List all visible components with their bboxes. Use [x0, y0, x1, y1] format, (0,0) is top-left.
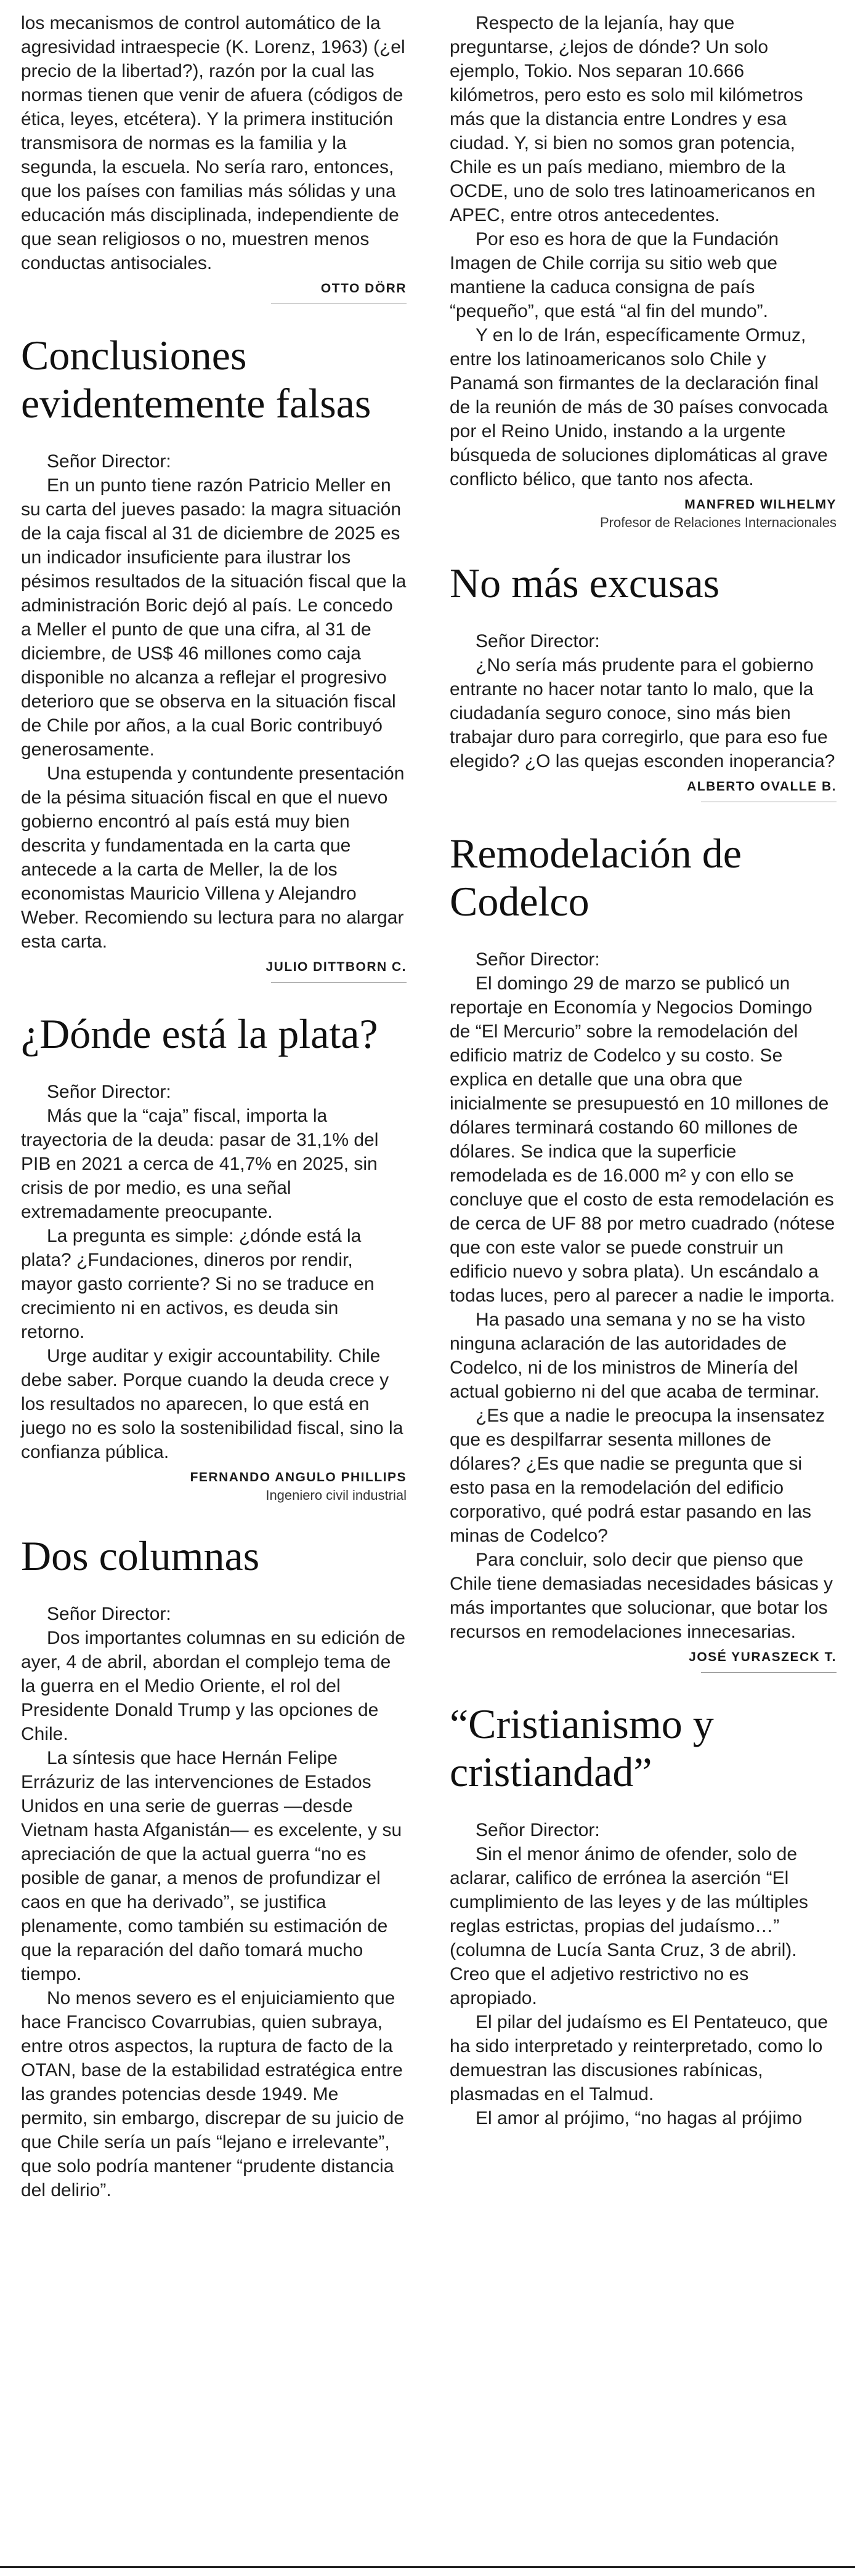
letter-paragraph: Más que la “caja” fiscal, importa la trayectoria de la deuda: pasar de 31,1% del PIB en 2021 a cerca de 41,7% en 2025, sin crisis de por medio, es una señal extremadamente preocupante. [21, 1106, 379, 1222]
letter-dos-columnas [21, 1532, 407, 2202]
letter-paragraph: El amor al prójimo, “no hagas al prójimo [476, 2108, 803, 2128]
letter-paragraph: Sin el menor ánimo de ofender, solo de aclarar, califico de errónea la aserción “El cumplimiento de las leyes y de las múltiples reglas estrictas, propias del judaísmo…” (columna de Lucía Santa Cruz, 3 de abril). Creo que el adjetivo restrictivo no es apropiado. [450, 1844, 808, 2008]
letter-paragraph: No menos severo es el enjuiciamiento que hace Francisco Covarrubias, quien subraya, entre otros aspectos, la ruptura de facto de la OTAN, base de la estabilidad estratégica entre las grandes potencias desde 1949. Me permito, sin embargo, discrepar de su juicio de que Chile sería un país “lejano e irrelevante”, que solo podría mantener “prudente distancia del delirio”. [21, 1988, 404, 2200]
letter-paragraph: Respecto de la lejanía, hay que preguntarse, ¿lejos de dónde? Un solo ejemplo, Tokio. Nos separan 10.666 kilómetros, pero esto es solo mil kilómetros más que la distancia entre Londres y esa ciudad. Y, si bien no somos gran potencia, Chile es un país mediano, miembro de la OCDE, uno de solo tres latinoamericanos en APEC, entre otros antecedentes. [450, 13, 816, 225]
letter-paragraph: ¿No sería más prudente para el gobierno entrante no hacer notar tanto lo malo, que la ciudadanía seguro conoce, sino más bien trabajar duro para corregirlo, que para eso fue elegido? ¿O las quejas esconden inoperancia? [450, 655, 835, 771]
salutation: Señor Director: [476, 949, 600, 970]
letter-conclusiones [21, 331, 407, 983]
letter-signature: FERNANDO ANGULO PHILLIPS [190, 1470, 407, 1484]
letter-paragraph: La pregunta es simple: ¿dónde está la plata? ¿Fundaciones, dineros por rendir, mayor gasto corriente? Si no se traduce en crecimiento ni en activos, es deuda sin retorno. [21, 1226, 375, 1342]
letter-signature: JULIO DITTBORN C. [265, 960, 407, 974]
salutation: Señor Director: [47, 451, 171, 472]
letter-title: “Cristianismo y cristiandad” [450, 1701, 714, 1795]
letter-paragraph: La síntesis que hace Hernán Felipe Errázuriz de las intervenciones de Estados Unidos en una serie de guerras —desde Vietnam hasta Afganistán— es excelente, y su apreciación de que la actual guerra “no es posible de ganar, a menos de profundizar el caos en que ha derivado”, se justifica plenamente, como también su estimación de que la reparación del daño tomará mucho tiempo. [21, 1748, 402, 1984]
signature-title: Ingeniero civil industrial [265, 1487, 407, 1503]
letter-paragraph: Dos importantes columnas en su edición de ayer, 4 de abril, abordan el complejo tema de la guerra en el Medio Oriente, el rol del Presidente Donald Trump y las opciones de Chile. [21, 1628, 405, 1744]
page-bottom-rule [0, 2566, 855, 2568]
salutation: Señor Director: [47, 1604, 171, 1624]
letter-signature: OTTO DÖRR [320, 281, 407, 296]
letter-paragraph: En un punto tiene razón Patricio Meller en su carta del jueves pasado: la magra situación de la caja fiscal al 31 de diciembre de 2025 es un indicador insuficiente para ilustrar los pésimos resultados de la situación fiscal que la administración Boric dejó al país. Le concedo a Meller el punto de que una cifra, al 31 de diciembre, de US$ 46 millones como caja disponible no alcanza a reflejar el progresivo deterioro que se observa en la situación fiscal de Chile por años, a la cual Boric contribuyó generosamente. [21, 475, 407, 760]
letter-title: ¿Dónde está la plata? [21, 1010, 378, 1057]
salutation: Señor Director: [47, 1082, 171, 1102]
letter-continuation-wilhelmy [450, 11, 837, 532]
salutation: Señor Director: [476, 1820, 600, 1840]
letter-paragraph: Y en lo de Irán, específicamente Ormuz, entre los latinoamericanos solo Chile y Panamá son firmantes de la declaración final de la reunión de más de 30 países convocada por el Reino Unido, instando a la urgente búsqueda de soluciones diplomáticas al grave conflicto bélico, que tanto nos afecta. [450, 325, 828, 489]
letter-paragraph: ¿Es que a nadie le preocupa la insensatez que es despilfarrar sesenta millones de dólares? ¿Es que nadie se pregunta que si esto pasa en la remodelación del edificio corporativo, qué podrá estar pasando en las minas de Codelco? [450, 1406, 825, 1546]
letter-paragraph: Ha pasado una semana y no se ha visto ninguna aclaración de las autoridades de Codelco, ni de los ministros de Minería del actual gobierno ni del que acaba de terminar. [450, 1310, 820, 1402]
letter-remodelacion-codelco [450, 829, 837, 1673]
letter-signature: MANFRED WILHELMY [684, 497, 837, 512]
letter-title: Conclusiones evidentemente falsas [21, 332, 371, 427]
letter-title: Remodelación de Codelco [450, 830, 742, 925]
letter-paragraph: El pilar del judaísmo es El Pentateuco, que ha sido interpretado y reinterpretado, como lo demuestran las discusiones rabínicas, plasmadas en el Talmud. [450, 2012, 829, 2104]
letter-paragraph: El domingo 29 de marzo se publicó un reportaje en Economía y Negocios Domingo de “El Mercurio” sobre la remodelación del edificio matriz de Codelco y su costo. Se explica en detalle que una obra que inicialmente se presupuestó en 10 millones de dólares terminará costando 60 millones de dólares. Se indica que la superficie remodelada es de 16.000 m² y con ello se concluye que el costo de esta remodelación es de cerca de UF 88 por metro cuadrado (nótese que con este valor se puede construir un edificio nuevo y sobra plata). Un escándalo a todas luces, pero al parecer a nadie le importa. [450, 973, 835, 1306]
letter-paragraph: Una estupenda y contundente presentación de la pésima situación fiscal en que el nuevo gobierno encontró al país está muy bien descrita y fundamentada en la carta que antecede a la carta de Meller, la de los economistas Mauricio Villena y Alejandro Weber. Recomiendo su lectura para no alargar esta carta. [21, 763, 405, 952]
letter-signature: JOSÉ YURASZECK T. [689, 1650, 837, 1664]
letter-title: No más excusas [450, 560, 720, 606]
letter-continuation-dorr [21, 11, 407, 304]
letter-cristianismo [450, 1700, 837, 2130]
left-column [21, 11, 407, 2202]
letter-no-mas-excusas [450, 559, 837, 802]
letter-paragraph: Por eso es hora de que la Fundación Imagen de Chile corrija su sitio web que mantiene la caduca consigna de país “pequeño”, que está “al fin del mundo”. [450, 229, 779, 321]
salutation: Señor Director: [476, 631, 600, 651]
right-column [450, 11, 837, 2130]
letter-paragraph: Para concluir, solo decir que pienso que Chile tiene demasiadas necesidades básicas y más importantes que solucionar, que botar los recursos en remodelaciones innecesarias. [450, 1550, 833, 1642]
letter-donde-esta-la-plata [21, 1010, 407, 1505]
letter-paragraph: los mecanismos de control automático de la agresividad intraespecie (K. Lorenz, 1963) (¿el precio de la libertad?), razón por la cual las normas tienen que venir de afuera (códigos de ética, leyes, etcétera). Y la primera institución transmisora de normas es la familia y la segunda, la escuela. No sería raro, entonces, que los países con familias más sólidas y una educación más disciplinada, independiente de que sean religiosos o no, muestren menos conductas antisociales. [21, 13, 405, 273]
letter-title: Dos columnas [21, 1532, 260, 1579]
letter-paragraph: Urge auditar y exigir accountability. Chile debe saber. Porque cuando la deuda crece y los resultados no aparecen, lo que está en juego no es solo la sostenibilidad fiscal, sino la confianza pública. [21, 1346, 403, 1462]
letter-signature: ALBERTO OVALLE B. [687, 779, 837, 794]
signature-title: Profesor de Relaciones Internacionales [599, 515, 837, 530]
